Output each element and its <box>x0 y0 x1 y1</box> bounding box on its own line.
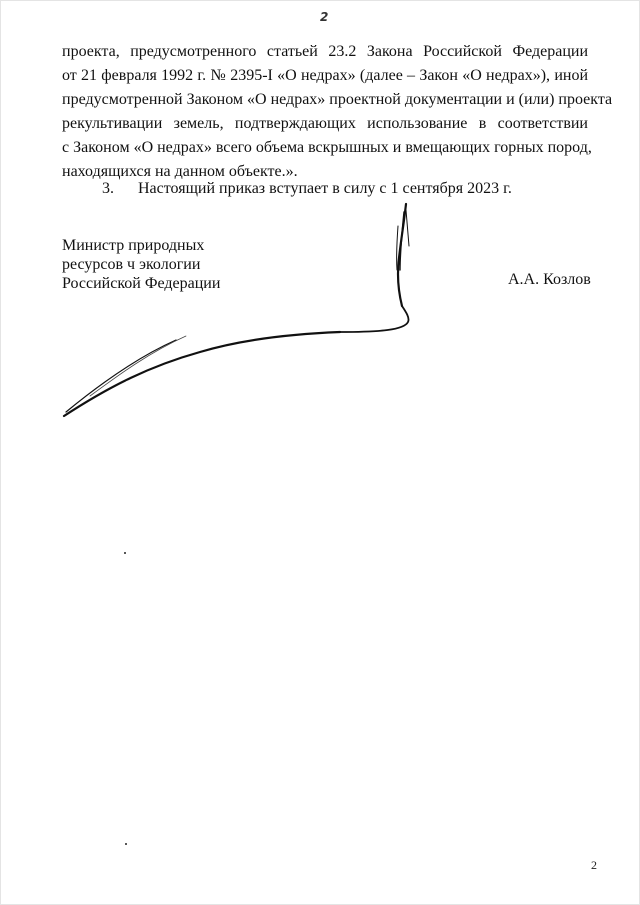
paragraph-line: от 21 февраля 1992 г. № 2395-I «О недрах» (далее – Закон «О недрах»), иной <box>62 67 588 84</box>
numbered-item-3 <box>102 177 512 201</box>
scan-speck <box>124 552 126 554</box>
signer-title-line: ресурсов ч экологии <box>62 256 201 273</box>
paragraph-line: с Законом «О недрах» всего объема вскрышных и вмещающих горных пород, <box>62 139 592 156</box>
handwritten-page-mark: 2 <box>320 10 329 24</box>
signer-name: А.А. Козлов <box>508 271 591 288</box>
signer-title-line: Министр природных <box>62 237 205 254</box>
paragraph-line: рекультивации земель, подтверждающих использование в соответствии <box>62 115 588 132</box>
paragraph-body <box>62 40 613 184</box>
signer-title <box>62 236 220 293</box>
item-number: 3. <box>102 180 114 197</box>
page-number: 2 <box>591 858 597 872</box>
item-text: Настоящий приказ вступает в силу с 1 сентября 2023 г. <box>138 180 512 197</box>
paragraph-line: находящихся на данном объекте.». <box>62 163 298 180</box>
paragraph-line: предусмотренной Законом «О недрах» проектной документации и (или) проекта <box>62 91 613 108</box>
scan-speck <box>125 843 127 845</box>
paragraph-line: проекта, предусмотренного статьей 23.2 Закона Российской Федерации <box>62 43 588 60</box>
signer-title-line: Российской Федерации <box>62 275 221 292</box>
